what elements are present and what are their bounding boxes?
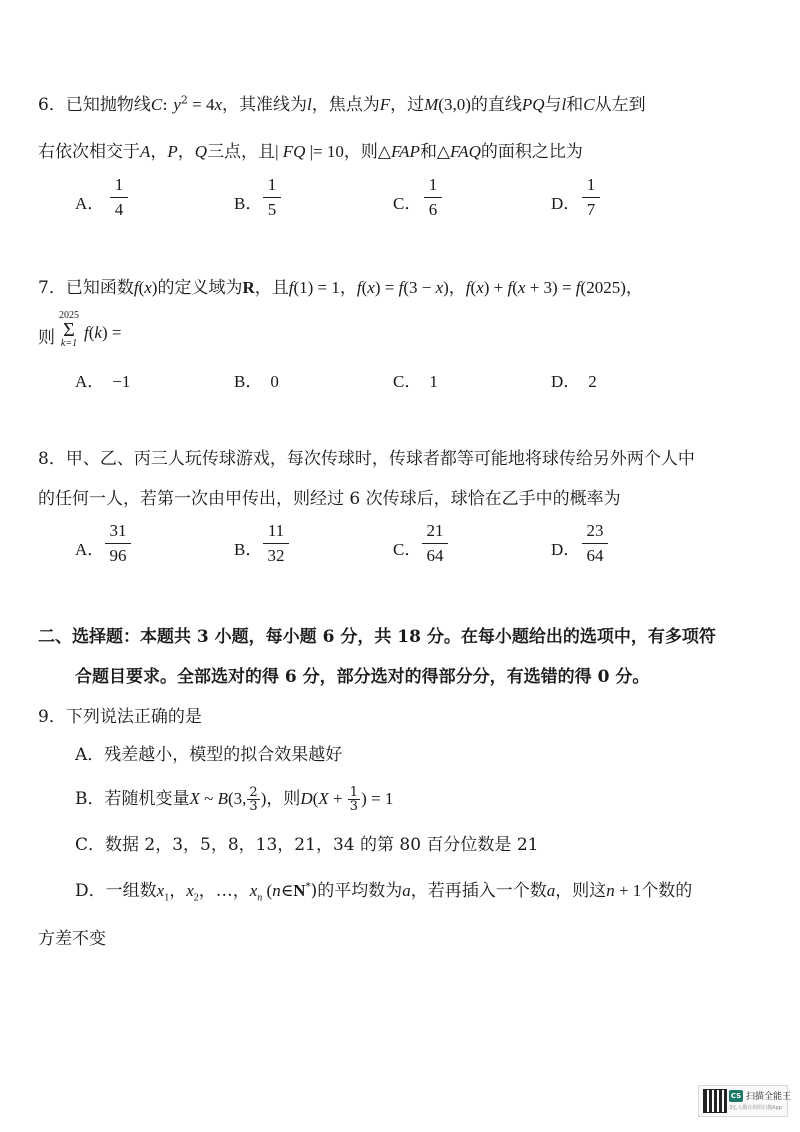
q8-option-c-label: C． [393, 540, 422, 559]
q7-line-2-prefix: 则 [38, 328, 55, 348]
q6-option-d-label: D． [551, 194, 581, 213]
section-2-instructions-line-2: 合题目要求。全部选对的得 6 分，部分选对的得部分分，有选错的得 0 分。 [75, 667, 650, 687]
q8-line-2: 的任何一人，若第一次由甲传出，则经过 6 次传球后，球恰在乙手中的概率为 [38, 489, 621, 509]
q6-option-d-fraction: 1 7 [572, 175, 610, 220]
q8-option-c-fraction: 21 64 [416, 521, 454, 566]
watermark-title: 扫描全能王 [746, 1092, 792, 1102]
camscanner-watermark [698, 1085, 792, 1117]
summation-symbol: 2025 Σ k=1 [59, 310, 79, 349]
q8-option-d-fraction: 23 64 [576, 521, 614, 566]
q7-option-b: B． 0 [234, 372, 279, 391]
q8-option-d-label: D． [551, 540, 581, 559]
q9-option-b: B．若随机变量X ~ B(3, $\frac{2}{3}$ )，则D(X + $\frac{1}{3}$ ) = 1 [75, 785, 394, 814]
q9-b-fraction-2-3: $\frac{2}{3}$ [249, 785, 258, 814]
q9-option-d: D．一组数$x_1$，$x_2$，…，$x_n$ (n∈N*)的平均数为a，若再插入一个数a，则这n + 1个数的 [75, 881, 693, 904]
q9-option-d-continued: 方差不变 [38, 929, 106, 949]
q9-option-a: A．残差越小，模型的拟合效果越好 [75, 745, 343, 765]
q8-option-b-label: B． [234, 540, 263, 559]
q7-option-d: D． 2 [551, 372, 597, 391]
camscanner-logo: CS [730, 1092, 742, 1100]
q7-option-c: C． 1 [393, 372, 438, 391]
qr-code-icon [703, 1089, 727, 1113]
q8-option-a-label: A． [75, 540, 105, 559]
watermark-subtitle: 3亿人都在用的扫描App [729, 1105, 782, 1111]
q8-option-a-fraction: 31 96 [99, 521, 137, 566]
q6-option-a-fraction: 1 4 [100, 175, 138, 220]
q8-line-1: 8．甲、乙、丙三人玩传球游戏，每次传球时，传球者都等可能地将球传给另外两个人中 [38, 449, 695, 469]
q6-option-b-fraction: 1 5 [253, 175, 291, 220]
q8-option-b-fraction: 11 32 [257, 521, 295, 566]
section-2-instructions-line-1: 二、选择题：本题共 3 小题，每小题 6 分，共 18 分。在每小题给出的选项中，有多项符 [38, 627, 716, 647]
q6-option-c-label: C． [393, 194, 422, 213]
q6-option-c-fraction: 1 6 [414, 175, 452, 220]
q7-sum-expression: f(k) = [84, 323, 122, 342]
q6-option-b-label: B． [234, 194, 263, 213]
q9-stem: 9．下列说法正确的是 [38, 707, 202, 727]
q9-b-fraction-1-3: $\frac{1}{3}$ [349, 785, 359, 814]
q6-line-1: 6．已知抛物线C: $y^2 = 4x$，其准线为l，焦点为F，过M(3,0)的直线PQ与l和C从左到 [38, 93, 646, 115]
q6-option-a-label: A． [75, 194, 105, 213]
q7-line-1: 7．已知函数f(x)的定义域为R，且f(1) = 1，f(x) = f(3 − x)，f(x) + f(x + 3) = f(2025)， [38, 278, 643, 298]
q7-option-a: A． −1 [75, 372, 131, 391]
q9-option-c: C．数据 2，3，5，8，13，21，34 的第 80 百分位数是 21 [75, 835, 539, 855]
q6-line-2: 右依次相交于A，P，Q三点，且| FQ |= 10，则△FAP和△FAQ的面积之比为 [38, 142, 583, 162]
